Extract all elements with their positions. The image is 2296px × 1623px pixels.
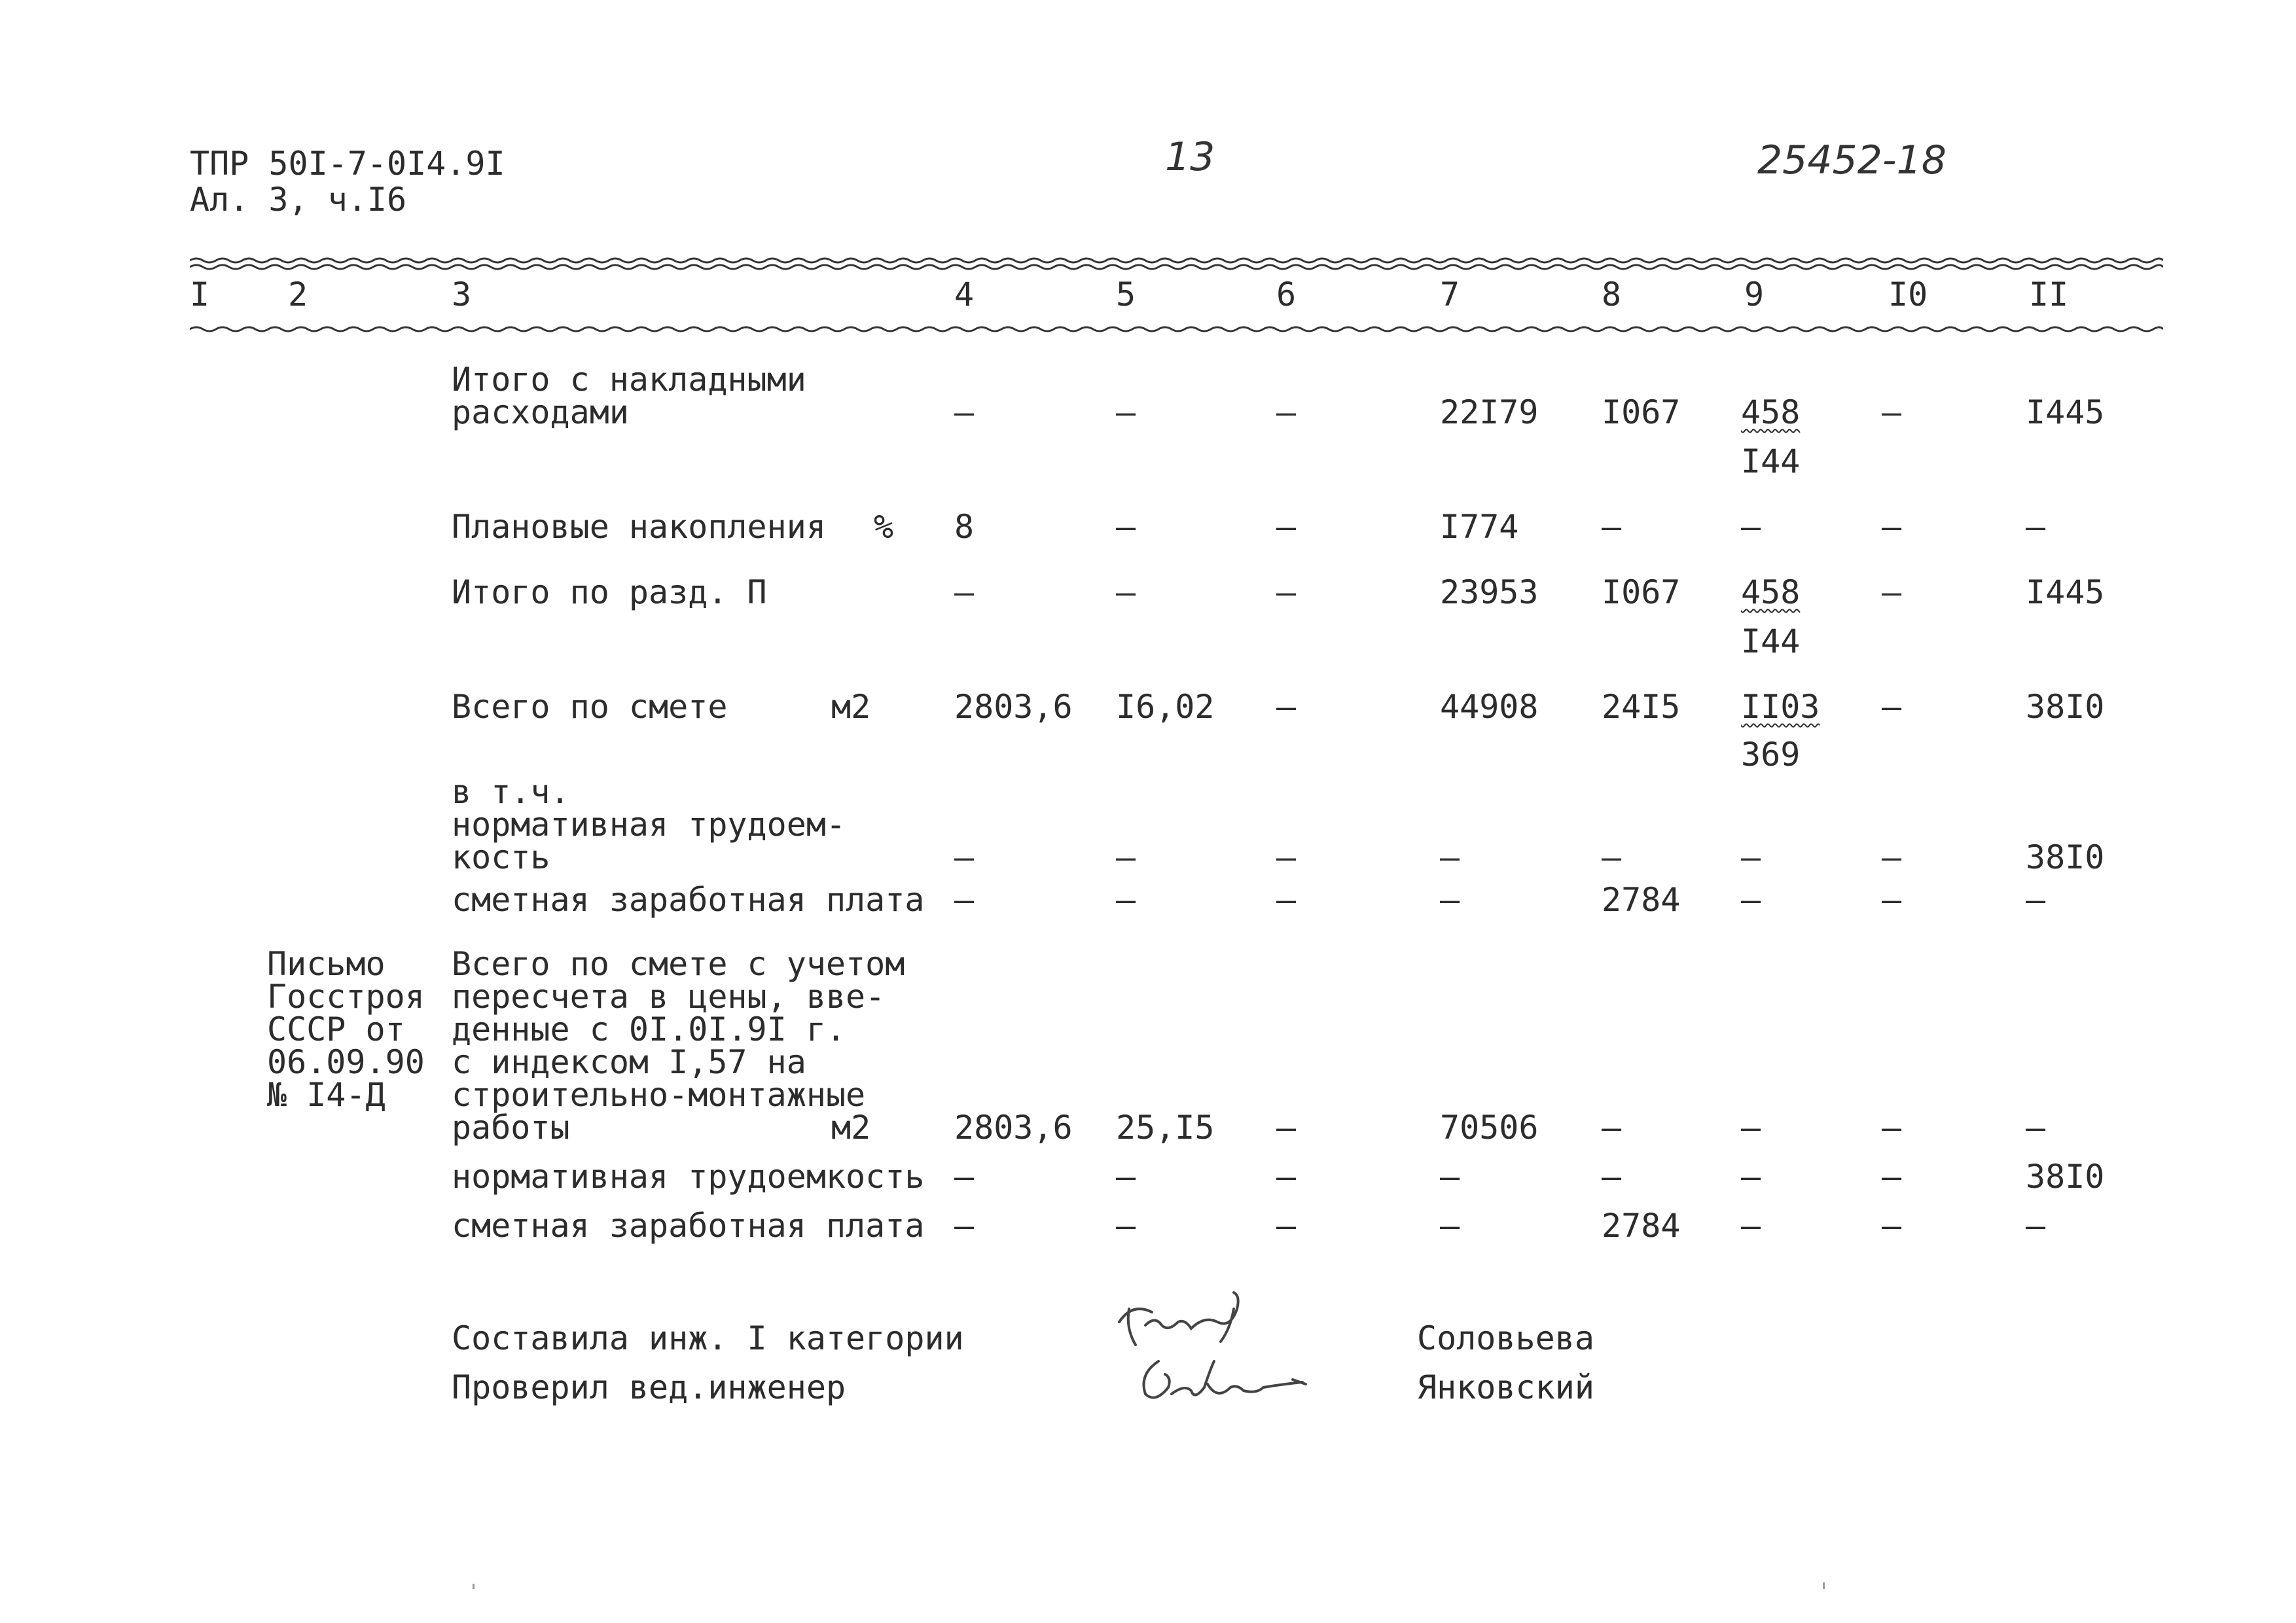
- table-cell-col11: –: [2026, 508, 2046, 546]
- table-cell-col6: –: [1276, 573, 1297, 611]
- column-header-2: 2: [288, 276, 308, 313]
- table-cell-col5: –: [1116, 881, 1136, 919]
- table-cell-col8: –: [1602, 1109, 1622, 1147]
- table-cell-col5: –: [1116, 838, 1136, 876]
- table-cell-col5: I6,02: [1116, 688, 1215, 726]
- table-row-unit: %: [874, 508, 894, 546]
- table-cell-col10: –: [1882, 508, 1902, 546]
- table-cell-col6: –: [1276, 1109, 1297, 1147]
- table-cell-col4: 2803,6: [954, 688, 1073, 726]
- table-row-reference: Письмо Госстроя СССР от 06.09.90 № I4-Д: [267, 945, 425, 1114]
- table-cell-col5: –: [1116, 573, 1136, 611]
- table-cell-col8: –: [1602, 838, 1622, 876]
- table-cell-col7: 23953: [1440, 573, 1539, 611]
- column-header-10: I0: [1888, 276, 1928, 313]
- table-row-text: в т.ч. нормативная трудоем- кость: [452, 773, 846, 876]
- table-cell-col9: –: [1741, 508, 1761, 546]
- table-cell-col9-numerator: 458: [1741, 573, 1801, 611]
- table-cell-col4: 2803,6: [954, 1109, 1073, 1147]
- page-number: 13: [1165, 134, 1215, 180]
- table-cell-col5: –: [1116, 508, 1136, 546]
- table-cell-col9: –: [1741, 838, 1761, 876]
- table-cell-col4: –: [954, 1207, 975, 1245]
- table-cell-col8: I067: [1602, 573, 1681, 611]
- table-cell-col9: –: [1741, 1158, 1761, 1196]
- table-cell-col7: –: [1440, 1207, 1460, 1245]
- table-cell-col10: –: [1882, 1158, 1902, 1196]
- table-cell-col9-denominator: I44: [1741, 622, 1801, 660]
- table-cell-col9-denominator: I44: [1741, 442, 1801, 480]
- table-cell-col7: I774: [1440, 508, 1519, 546]
- scan-speck: [1823, 1582, 1825, 1589]
- table-cell-col6: –: [1276, 688, 1297, 726]
- table-cell-col5: 25,I5: [1116, 1109, 1215, 1147]
- table-cell-col10: –: [1882, 573, 1902, 611]
- table-cell-col6: –: [1276, 508, 1297, 546]
- table-cell-col5: –: [1116, 1158, 1136, 1196]
- table-cell-col11: –: [2026, 1207, 2046, 1245]
- table-cell-col9-denominator: 369: [1741, 736, 1801, 774]
- table-cell-col6: –: [1276, 1207, 1297, 1245]
- table-cell-col10: –: [1882, 838, 1902, 876]
- table-cell-col8: –: [1602, 1158, 1622, 1196]
- checked-by-label: Проверил вед.инженер: [452, 1368, 846, 1406]
- table-cell-col9: –: [1741, 1207, 1761, 1245]
- column-header-9: 9: [1744, 276, 1765, 313]
- compiled-by-name: Соловьева: [1417, 1319, 1594, 1357]
- table-cell-col6: –: [1276, 1158, 1297, 1196]
- table-cell-col5: –: [1116, 393, 1136, 431]
- table-cell-col6: –: [1276, 881, 1297, 919]
- table-cell-col8: I067: [1602, 393, 1681, 431]
- table-cell-col6: –: [1276, 838, 1297, 876]
- table-cell-col10: –: [1882, 393, 1902, 431]
- column-header-5: 5: [1116, 276, 1136, 313]
- table-row-text: Всего по смете: [452, 688, 728, 726]
- table-cell-col11: –: [2026, 881, 2046, 919]
- album-reference: Ал. 3, ч.I6: [190, 181, 407, 219]
- table-row-text: сметная заработная плата: [452, 1207, 925, 1245]
- table-cell-col11: 38I0: [2026, 838, 2105, 876]
- table-cell-col9-numerator: II03: [1741, 688, 1820, 726]
- table-row-text: нормативная трудоемкость: [452, 1158, 925, 1196]
- column-header-1: I: [190, 276, 210, 313]
- table-cell-col8: 24I5: [1602, 688, 1681, 726]
- table-cell-col9: –: [1741, 1109, 1761, 1147]
- table-cell-col11: 38I0: [2026, 688, 2105, 726]
- table-cell-col7: –: [1440, 1158, 1460, 1196]
- table-cell-col11: 38I0: [2026, 1158, 2105, 1196]
- table-cell-col7: 44908: [1440, 688, 1539, 726]
- column-header-7: 7: [1440, 276, 1460, 313]
- table-cell-col8: 2784: [1602, 881, 1681, 919]
- table-cell-col10: –: [1882, 688, 1902, 726]
- table-cell-col4: –: [954, 573, 975, 611]
- table-cell-col11: I445: [2026, 573, 2105, 611]
- table-cell-col5: –: [1116, 1207, 1136, 1245]
- document-code: ТПР 50I-7-0I4.9I: [190, 145, 505, 183]
- table-cell-col11: –: [2026, 1109, 2046, 1147]
- table-cell-col11: I445: [2026, 393, 2105, 431]
- table-row-text: Всего по смете с учетом пересчета в цены, вве- денные с 0I.0I.9I г. с индексом I,57 на строительно-монтажные работы: [452, 945, 905, 1147]
- table-cell-col4: –: [954, 393, 975, 431]
- table-cell-col4: –: [954, 838, 975, 876]
- table-row-text: Итого с накладными расходами: [452, 361, 806, 431]
- checked-by-name: Янковский: [1417, 1368, 1594, 1406]
- table-cell-col10: –: [1882, 1207, 1902, 1245]
- table-cell-col4: 8: [954, 508, 975, 546]
- inventory-number: 25452-18: [1757, 137, 1946, 183]
- table-cell-col4: –: [954, 1158, 975, 1196]
- compiled-by-label: Составила инж. I категории: [452, 1319, 964, 1357]
- table-cell-col6: –: [1276, 393, 1297, 431]
- table-cell-col10: –: [1882, 881, 1902, 919]
- column-header-11: II: [2029, 276, 2069, 313]
- column-header-3: 3: [452, 276, 472, 313]
- column-header-6: 6: [1276, 276, 1297, 313]
- column-header-8: 8: [1602, 276, 1622, 313]
- table-cell-col7: 22I79: [1440, 393, 1539, 431]
- table-cell-col8: –: [1602, 508, 1622, 546]
- scan-speck: [473, 1584, 475, 1589]
- table-row-text: сметная заработная плата: [452, 881, 925, 919]
- table-row-text: Итого по разд. П: [452, 573, 767, 611]
- table-cell-col9: –: [1741, 881, 1761, 919]
- header-rule-top: [190, 255, 2163, 271]
- table-row-unit: м2: [831, 1109, 871, 1147]
- table-row-unit: м2: [831, 688, 871, 726]
- table-cell-col7: 70506: [1440, 1109, 1539, 1147]
- column-header-4: 4: [954, 276, 975, 313]
- table-cell-col8: 2784: [1602, 1207, 1681, 1245]
- table-cell-col7: –: [1440, 838, 1460, 876]
- table-cell-col4: –: [954, 881, 975, 919]
- header-rule-bottom: [190, 324, 2163, 333]
- handwritten-signature-checker: [1132, 1348, 1329, 1414]
- table-row-text: Плановые накопления: [452, 508, 826, 546]
- table-cell-col10: –: [1882, 1109, 1902, 1147]
- table-cell-col7: –: [1440, 881, 1460, 919]
- table-cell-col9-numerator: 458: [1741, 393, 1801, 431]
